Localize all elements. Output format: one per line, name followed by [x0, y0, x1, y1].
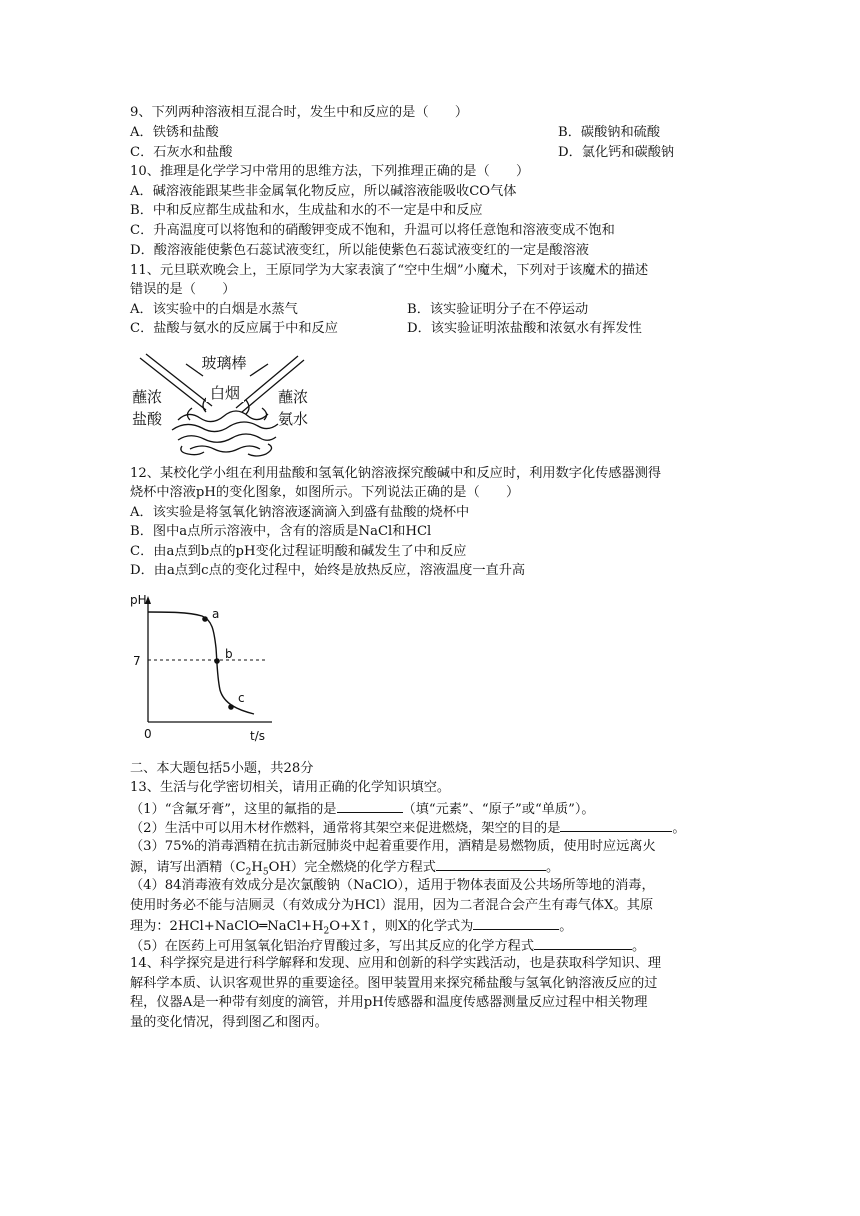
q11-option-d: D．该实验证明浓盐酸和浓氨水有挥发性: [407, 321, 642, 336]
q10-stem: 10、推理是化学学习中常用的思维方法，下列推理正确的是（ ）: [130, 164, 530, 179]
q9-option-d: D．氯化钙和碳酸钠: [558, 145, 675, 160]
smoke-label: 白烟: [209, 384, 241, 402]
q11-stem-line1: 11、元旦联欢晚会上，王原同学为大家表演了“空中生烟”小魔术，下列对于该魔术的描述: [130, 263, 649, 278]
graph-seven-label: 7: [133, 654, 141, 668]
q13-stem: 13、生活与化学密切相关，请用正确的化学知识填空。: [130, 780, 451, 795]
ph-curve-graph: [128, 590, 278, 750]
q14-line1: 14、科学探究是进行科学解释和发现、应用和创新的科学实践活动，也是获取科学知识、理: [130, 956, 662, 971]
q13-part1: （1）“含氟牙膏”，这里的氟指的是 （填“元素”、“原子”或“单质”）。: [130, 799, 595, 819]
right-label-line1: 蘸浓: [278, 388, 309, 406]
q12-option-d: D．由a点到c点的变化过程中，始终是放热反应，溶液温度一直升高: [130, 563, 526, 578]
q13-part4-line3: 理为：$2HCl+NaClO═NaCl+H_2O+X↑$，则X的化学式为 。: [130, 916, 572, 941]
answer-blank-2[interactable]: [560, 818, 672, 832]
q13-part3-line2: 源，请写出酒精$(C_2H_5OH)$完全燃烧的化学方程式 。: [130, 857, 559, 882]
q14-line3: 程，仪器A是一种带有刻度的滴管，并用pH传感器和温度传感器测量反应过程中相关物理: [130, 995, 648, 1010]
graph-a-label: a: [212, 607, 220, 621]
q12-option-b: B．图中a点所示溶液中，含有的溶质是NaCl和HCl: [130, 524, 432, 539]
q9-option-b: B．碳酸钠和硫酸: [558, 125, 661, 140]
q13-part5: （5）在医药上可用氢氧化铝治疗胃酸过多，写出其反应的化学方程式 。: [130, 936, 645, 956]
q12-stem-line1: 12、某校化学小组在利用盐酸和氢氧化钠溶液探究酸碱中和反应时，利用数字化传感器测得: [130, 466, 662, 481]
q12-stem-line2: 烧杯中溶液pH的变化图象，如图所示。下列说法正确的是（ ）: [130, 485, 520, 500]
graph-origin-label: 0: [144, 727, 152, 741]
graph-x-label: t/s: [250, 729, 265, 743]
right-label-line2: 氨水: [278, 410, 309, 428]
q13-part4-line2: 使用时务必不能与洁厕灵（有效成分为HCl）混用，因为二者混合会产生有毒气体X。其原: [130, 898, 654, 913]
left-label-line1: 蘸浓: [132, 388, 163, 406]
smoke-experiment-figure: [128, 346, 328, 458]
q10-option-d: D．酸溶液能使紫色石蕊试液变红，所以能使紫色石蕊试液变红的一定是酸溶液: [130, 243, 589, 258]
q10-option-c: C．升高温度可以将饱和的硝酸钾变成不饱和，升温可以将任意饱和溶液变成不饱和: [130, 223, 615, 238]
graph-y-label: pH: [130, 593, 147, 607]
q10-option-a: A．碱溶液能跟某些非金属氧化物反应，所以碱溶液能吸收CO气体: [130, 184, 517, 199]
q12-option-a: A．该实验是将氢氧化钠溶液逐滴滴入到盛有盐酸的烧杯中: [130, 505, 470, 520]
q13-part4-line1: （4）84消毒液有效成分是次氯酸钠（NaClO），适用于物体表面及公共场所等地的消毒，: [130, 878, 655, 893]
graph-c-label: c: [238, 691, 245, 705]
q14-line4: 量的变化情况，得到图乙和图丙。: [130, 1015, 328, 1030]
q9-stem: 9、下列两种溶液相互混合时，发生中和反应的是（ ）: [130, 105, 469, 120]
answer-blank-1[interactable]: [337, 799, 403, 813]
q12-option-c: C．由a点到b点的pH变化过程证明酸和碱发生了中和反应: [130, 544, 467, 559]
answer-blank-4[interactable]: [473, 916, 559, 930]
q11-option-c: C．盐酸与氨水的反应属于中和反应: [130, 321, 338, 336]
q13-part3-line1: （3）75%的消毒酒精在抗击新冠肺炎中起着重要作用，酒精是易燃物质，使用时应远离火: [130, 839, 656, 854]
point-a: [202, 616, 208, 622]
q14-line2: 解科学本质、认识客观世界的重要途径。图甲装置用来探究稀盐酸与氢氧化钠溶液反应的过: [130, 976, 658, 991]
q9-option-a: A．铁锈和盐酸: [130, 125, 219, 140]
point-b: [214, 658, 220, 664]
answer-blank-3[interactable]: [436, 857, 546, 871]
left-label-line2: 盐酸: [132, 410, 163, 428]
q11-stem-line2: 错误的是（ ）: [130, 282, 236, 297]
point-c: [228, 704, 234, 710]
q13-part2: （2）生活中可以用木材作燃料，通常将其架空来促进燃烧，架空的目的是 。: [130, 818, 686, 838]
q9-option-c: C．石灰水和盐酸: [130, 145, 233, 160]
q10-option-b: B．中和反应都生成盐和水，生成盐和水的不一定是中和反应: [130, 203, 483, 218]
rod-label: 玻璃棒: [201, 354, 247, 372]
q11-option-b: B．该实验证明分子在不停运动: [407, 302, 589, 317]
answer-blank-5[interactable]: [534, 936, 632, 950]
section-2-heading: 二、本大题包括5小题，共28分: [130, 761, 314, 776]
graph-b-label: b: [225, 647, 233, 661]
q11-option-a: A．该实验中的白烟是水蒸气: [130, 302, 298, 317]
